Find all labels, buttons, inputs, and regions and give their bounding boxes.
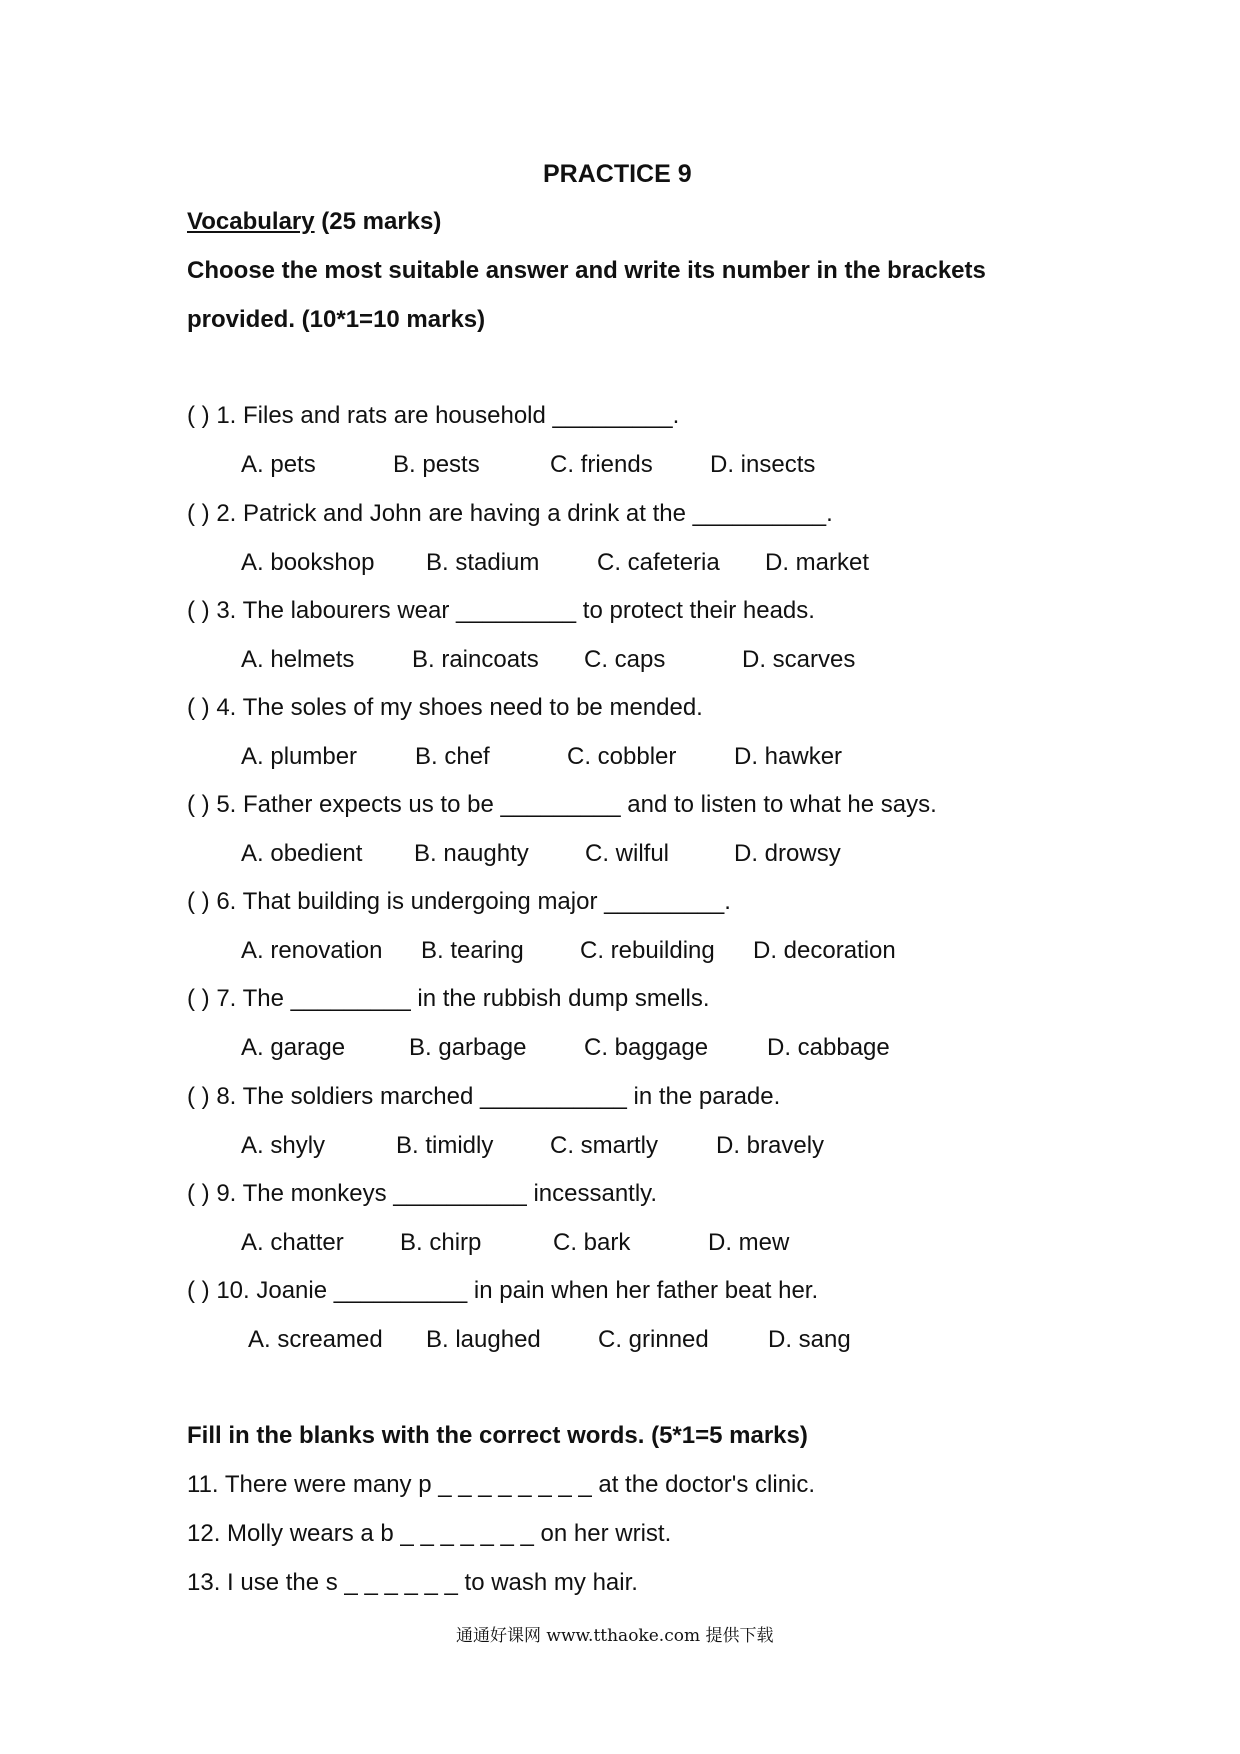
question-8: ( ) 8. The soldiers marched ___________ in the parade. (187, 1083, 781, 1110)
q6-option-b: B. tearing (421, 937, 524, 964)
q8-option-a: A. shyly (241, 1132, 326, 1159)
question-1: ( ) 1. Files and rats are household _________. (187, 402, 680, 429)
q2-option-c: C. cafeteria (597, 549, 720, 576)
q8-option-d: D. bravely (716, 1132, 825, 1159)
q1-option-a: A. pets (241, 451, 316, 478)
question-3: ( ) 3. The labourers wear _________ to protect their heads. (187, 597, 815, 624)
q10-option-c: C. grinned (598, 1326, 709, 1353)
q8-option-b: B. timidly (396, 1132, 494, 1159)
q8-option-c: C. smartly (550, 1132, 658, 1159)
q1-option-c: C. friends (550, 451, 653, 478)
q5-option-b: B. naughty (414, 840, 529, 867)
q9-option-b: B. chirp (400, 1229, 482, 1256)
page-title: PRACTICE 9 (543, 160, 692, 188)
q9-option-d: D. mew (708, 1229, 790, 1256)
q9-option-c: C. bark (553, 1229, 631, 1256)
fill-blanks-instruction: Fill in the blanks with the correct words. (5*1=5 marks) (187, 1422, 808, 1449)
question-4: ( ) 4. The soles of my shoes need to be mended. (187, 694, 703, 721)
q3-option-c: C. caps (584, 646, 666, 673)
q7-option-c: C. baggage (584, 1034, 709, 1061)
q3-option-a: A. helmets (241, 646, 355, 673)
q5-option-a: A. obedient (241, 840, 363, 867)
q1-option-b: B. pests (393, 451, 480, 478)
question-7: ( ) 7. The _________ in the rubbish dump smells. (187, 985, 710, 1012)
question-2: ( ) 2. Patrick and John are having a drink at the __________. (187, 500, 833, 527)
q6-option-d: D. decoration (753, 937, 896, 964)
q6-option-c: C. rebuilding (580, 937, 715, 964)
q4-option-b: B. chef (415, 743, 490, 770)
q7-option-a: A. garage (241, 1034, 346, 1061)
q4-option-c: C. cobbler (567, 743, 677, 770)
q6-option-a: A. renovation (241, 937, 383, 964)
q3-option-b: B. raincoats (412, 646, 539, 673)
section-heading (187, 208, 441, 236)
q5-option-d: D. drowsy (734, 840, 841, 867)
question-9: ( ) 9. The monkeys __________ incessantly. (187, 1180, 658, 1207)
section-heading-marks: (25 marks) (314, 208, 442, 235)
q2-option-a: A. bookshop (241, 549, 375, 576)
question-6: ( ) 6. That building is undergoing major _________. (187, 888, 731, 915)
q4-option-a: A. plumber (241, 743, 358, 770)
footer-watermark: 通通好课网 www.tthaoke.com 提供下载 (456, 1626, 774, 1646)
instruction-line-2: provided. (10*1=10 marks) (187, 306, 486, 333)
fill-item-11: 11. There were many p _ _ _ _ _ _ _ _ at the doctor's clinic. (187, 1471, 816, 1498)
instruction-line-1: Choose the most suitable answer and write its number in the brackets (187, 257, 986, 284)
fill-item-13: 13. I use the s _ _ _ _ _ _ to wash my hair. (187, 1569, 638, 1596)
question-5: ( ) 5. Father expects us to be _________ and to listen to what he says. (187, 791, 937, 818)
q3-option-d: D. scarves (742, 646, 856, 673)
q9-option-a: A. chatter (241, 1229, 344, 1256)
fill-item-12: 12. Molly wears a b _ _ _ _ _ _ _ on her wrist. (187, 1520, 672, 1547)
question-10: ( ) 10. Joanie __________ in pain when her father beat her. (187, 1277, 819, 1304)
q10-option-a: A. screamed (248, 1326, 383, 1353)
q2-option-b: B. stadium (426, 549, 540, 576)
q7-option-b: B. garbage (409, 1034, 527, 1061)
q4-option-d: D. hawker (734, 743, 843, 770)
q10-option-b: B. laughed (426, 1326, 541, 1353)
q1-option-d: D. insects (710, 451, 816, 478)
q10-option-d: D. sang (768, 1326, 851, 1353)
q5-option-c: C. wilful (585, 840, 670, 867)
q2-option-d: D. market (765, 549, 870, 576)
section-heading-label: Vocabulary (187, 208, 315, 235)
q7-option-d: D. cabbage (767, 1034, 890, 1061)
